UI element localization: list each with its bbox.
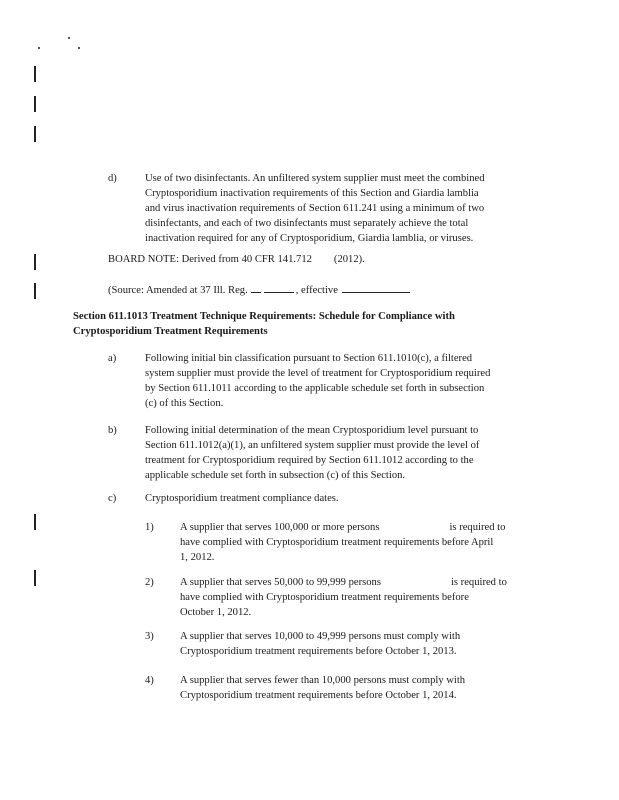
- sub-1-text: [180, 520, 546, 565]
- item-b-text: [145, 423, 545, 483]
- change-bar: [34, 514, 36, 530]
- scan-speck: [38, 47, 40, 49]
- board-note-year: (2012).: [333, 254, 365, 265]
- heading-line: Section 611.1013 Treatment Technique Requirements: Schedule for Compliance with: [73, 311, 455, 322]
- item-c-text: [145, 491, 545, 506]
- item-d-text: [145, 171, 545, 246]
- board-note-text: BOARD NOTE: Derived from 40 CFR 141.712: [108, 254, 312, 265]
- item-a-label: a): [108, 353, 117, 364]
- text-line: (c) of this Section.: [145, 398, 224, 409]
- source-note: [108, 281, 528, 298]
- scan-speck: [78, 47, 80, 49]
- sub-2-label: 2): [145, 577, 154, 588]
- text-line: have complied with Cryptosporidium treatment requirements before April: [180, 537, 494, 548]
- text-line: Following initial determination of the mean Cryptosporidium level pursuant to: [145, 425, 479, 436]
- text-line: 1, 2012.: [180, 552, 215, 563]
- text-line: A supplier that serves fewer than 10,000 persons must comply with: [180, 675, 466, 686]
- text-line: applicable schedule set forth in subsection (c) of this Section.: [145, 470, 406, 481]
- text-line: disinfectants, and each of two disinfectants must separately achieve the total: [145, 218, 469, 229]
- change-bar: [34, 126, 36, 142]
- blank-line: [251, 281, 261, 293]
- text-line: A supplier that serves 50,000 to 99,999 persons is required to: [180, 577, 507, 588]
- blank-line: [264, 281, 294, 293]
- sub-3-text: [180, 629, 546, 659]
- change-bar: [34, 283, 36, 299]
- sub-2-text: [180, 575, 546, 620]
- scan-speck: [68, 37, 70, 39]
- change-bar: [34, 66, 36, 82]
- text-line: A supplier that serves 100,000 or more persons is required to: [180, 522, 506, 533]
- text-line: October 1, 2012.: [180, 607, 252, 618]
- text-line: Section 611.1012(a)(1), an unfiltered system supplier must provide the level of: [145, 440, 480, 451]
- text-line: system supplier must provide the level of treatment for Cryptosporidium required: [145, 368, 491, 379]
- source-text: (Source: Amended at 37 Ill. Reg.: [108, 285, 248, 296]
- text-line: Cryptosporidium inactivation requirements of this Section and Giardia lamblia: [145, 188, 479, 199]
- text-line: Cryptosporidium treatment requirements before October 1, 2013.: [180, 646, 457, 657]
- sub-3-label: 3): [145, 631, 154, 642]
- text-line: inactivation required for any of Cryptosporidium, Giardia lamblia, or viruses.: [145, 233, 474, 244]
- sub-4-label: 4): [145, 675, 154, 686]
- text-line: treatment for Cryptosporidium required by Section 611.1012 according to the: [145, 455, 474, 466]
- heading-line: Cryptosporidium Treatment Requirements: [73, 326, 268, 337]
- text-line: have complied with Cryptosporidium treatment requirements before: [180, 592, 469, 603]
- text-line: and virus inactivation requirements of Section 611.241 using a minimum of two: [145, 203, 485, 214]
- change-bar: [34, 96, 36, 112]
- sub-1-label: 1): [145, 522, 154, 533]
- board-note: [108, 252, 528, 267]
- item-b-label: b): [108, 425, 117, 436]
- text-line: Following initial bin classification pursuant to Section 611.1010(c), a filtered: [145, 353, 473, 364]
- item-a-text: [145, 351, 545, 411]
- item-c-label: c): [108, 493, 117, 504]
- text-line: Cryptosporidium treatment requirements before October 1, 2014.: [180, 690, 457, 701]
- source-effective: , effective: [295, 285, 338, 296]
- change-bar: [34, 570, 36, 586]
- sub-4-text: [180, 673, 546, 703]
- section-heading: [73, 309, 553, 339]
- change-bar: [34, 254, 36, 270]
- blank-line: [342, 281, 410, 293]
- text-line: A supplier that serves 10,000 to 49,999 persons must comply with: [180, 631, 461, 642]
- text-line: Use of two disinfectants. An unfiltered system supplier must meet the combined: [145, 173, 485, 184]
- text-line: Cryptosporidium treatment compliance dates.: [145, 493, 339, 504]
- text-line: by Section 611.1011 according to the applicable schedule set forth in subsection: [145, 383, 485, 394]
- item-d-label: d): [108, 173, 117, 184]
